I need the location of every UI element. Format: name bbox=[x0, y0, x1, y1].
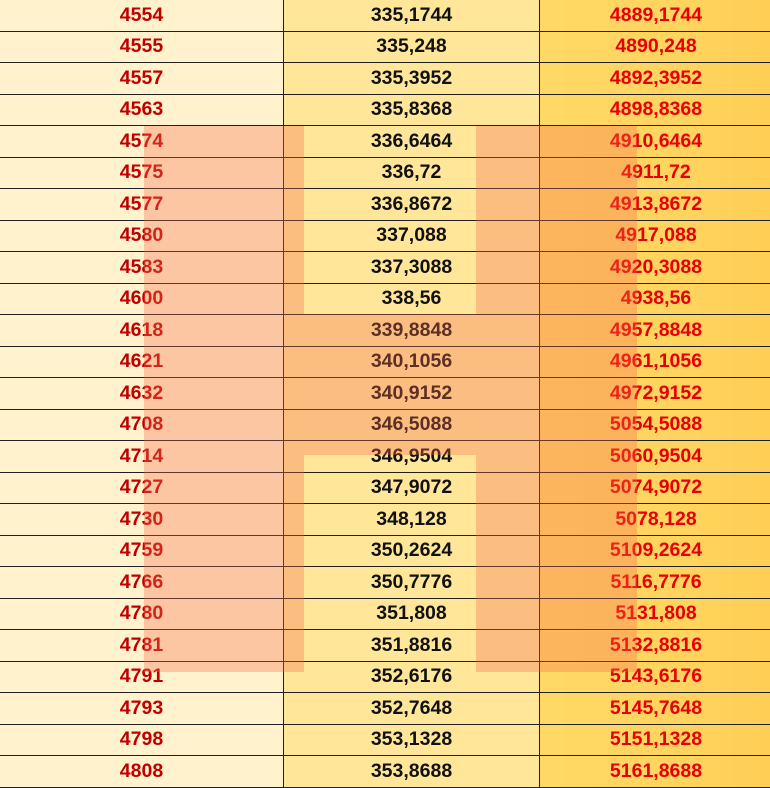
cell-number[interactable]: 4730 bbox=[0, 504, 284, 536]
cell-number[interactable]: 4798 bbox=[0, 724, 284, 756]
cell-number[interactable]: 4759 bbox=[0, 535, 284, 567]
cell-value[interactable]: 351,8816 bbox=[284, 630, 540, 662]
cell-total[interactable]: 5078,128 bbox=[540, 504, 770, 536]
cell-total[interactable]: 5060,9504 bbox=[540, 441, 770, 473]
cell-value[interactable]: 353,1328 bbox=[284, 724, 540, 756]
table-row bbox=[0, 63, 770, 95]
cell-total[interactable]: 4961,1056 bbox=[540, 346, 770, 378]
table-row bbox=[0, 598, 770, 630]
cell-total[interactable]: 5151,1328 bbox=[540, 724, 770, 756]
cell-value[interactable]: 352,7648 bbox=[284, 693, 540, 725]
cell-number[interactable]: 4781 bbox=[0, 630, 284, 662]
table-row bbox=[0, 126, 770, 158]
cell-value[interactable]: 336,8672 bbox=[284, 189, 540, 221]
table-row bbox=[0, 315, 770, 347]
cell-value[interactable]: 347,9072 bbox=[284, 472, 540, 504]
cell-total[interactable]: 4972,9152 bbox=[540, 378, 770, 410]
table-row bbox=[0, 661, 770, 693]
cell-value[interactable]: 346,9504 bbox=[284, 441, 540, 473]
cell-value[interactable]: 337,088 bbox=[284, 220, 540, 252]
cell-total[interactable]: 5145,7648 bbox=[540, 693, 770, 725]
cell-number[interactable]: 4554 bbox=[0, 0, 284, 31]
table-row bbox=[0, 724, 770, 756]
cell-number[interactable]: 4714 bbox=[0, 441, 284, 473]
cell-total[interactable]: 5132,8816 bbox=[540, 630, 770, 662]
table-row bbox=[0, 693, 770, 725]
cell-value[interactable]: 335,3952 bbox=[284, 63, 540, 95]
table-row bbox=[0, 535, 770, 567]
cell-value[interactable]: 353,8688 bbox=[284, 756, 540, 788]
table-row bbox=[0, 409, 770, 441]
cell-total[interactable]: 4890,248 bbox=[540, 31, 770, 63]
table-row bbox=[0, 504, 770, 536]
cell-number[interactable]: 4557 bbox=[0, 63, 284, 95]
cell-value[interactable]: 348,128 bbox=[284, 504, 540, 536]
cell-number[interactable]: 4808 bbox=[0, 756, 284, 788]
table-row bbox=[0, 441, 770, 473]
cell-total[interactable]: 5054,5088 bbox=[540, 409, 770, 441]
cell-number[interactable]: 4791 bbox=[0, 661, 284, 693]
cell-total[interactable]: 5161,8688 bbox=[540, 756, 770, 788]
table-row bbox=[0, 756, 770, 788]
table-row bbox=[0, 157, 770, 189]
table-row bbox=[0, 31, 770, 63]
cell-number[interactable]: 4727 bbox=[0, 472, 284, 504]
cell-number[interactable]: 4780 bbox=[0, 598, 284, 630]
cell-number[interactable]: 4555 bbox=[0, 31, 284, 63]
table-row bbox=[0, 472, 770, 504]
cell-value[interactable]: 346,5088 bbox=[284, 409, 540, 441]
cell-number[interactable]: 4632 bbox=[0, 378, 284, 410]
cell-value[interactable]: 337,3088 bbox=[284, 252, 540, 284]
cell-number[interactable]: 4621 bbox=[0, 346, 284, 378]
table-row bbox=[0, 567, 770, 599]
cell-total[interactable]: 5143,6176 bbox=[540, 661, 770, 693]
cell-total[interactable]: 5109,2624 bbox=[540, 535, 770, 567]
cell-number[interactable]: 4574 bbox=[0, 126, 284, 158]
cell-value[interactable]: 340,9152 bbox=[284, 378, 540, 410]
table-row bbox=[0, 189, 770, 221]
cell-total[interactable]: 4938,56 bbox=[540, 283, 770, 315]
table-row bbox=[0, 283, 770, 315]
cell-total[interactable]: 4917,088 bbox=[540, 220, 770, 252]
table-row bbox=[0, 220, 770, 252]
cell-number[interactable]: 4708 bbox=[0, 409, 284, 441]
cell-total[interactable]: 4957,8848 bbox=[540, 315, 770, 347]
table-row bbox=[0, 346, 770, 378]
cell-total[interactable]: 4911,72 bbox=[540, 157, 770, 189]
cell-value[interactable]: 351,808 bbox=[284, 598, 540, 630]
cell-value[interactable]: 350,7776 bbox=[284, 567, 540, 599]
table-row bbox=[0, 378, 770, 410]
cell-value[interactable]: 339,8848 bbox=[284, 315, 540, 347]
table-row bbox=[0, 252, 770, 284]
cell-total[interactable]: 4913,8672 bbox=[540, 189, 770, 221]
cell-total[interactable]: 4910,6464 bbox=[540, 126, 770, 158]
cell-number[interactable]: 4563 bbox=[0, 94, 284, 126]
cell-total[interactable]: 5116,7776 bbox=[540, 567, 770, 599]
cell-value[interactable]: 352,6176 bbox=[284, 661, 540, 693]
table-row bbox=[0, 630, 770, 662]
table-row bbox=[0, 94, 770, 126]
cell-total[interactable]: 4892,3952 bbox=[540, 63, 770, 95]
cell-value[interactable]: 335,8368 bbox=[284, 94, 540, 126]
cell-total[interactable]: 5131,808 bbox=[540, 598, 770, 630]
cell-total[interactable]: 4898,8368 bbox=[540, 94, 770, 126]
cell-value[interactable]: 338,56 bbox=[284, 283, 540, 315]
cell-value[interactable]: 335,1744 bbox=[284, 0, 540, 31]
cell-value[interactable]: 336,6464 bbox=[284, 126, 540, 158]
cell-number[interactable]: 4600 bbox=[0, 283, 284, 315]
cell-number[interactable]: 4766 bbox=[0, 567, 284, 599]
table-row bbox=[0, 0, 770, 31]
cell-total[interactable]: 4920,3088 bbox=[540, 252, 770, 284]
cell-value[interactable]: 335,248 bbox=[284, 31, 540, 63]
cell-value[interactable]: 336,72 bbox=[284, 157, 540, 189]
cell-number[interactable]: 4577 bbox=[0, 189, 284, 221]
cell-value[interactable]: 350,2624 bbox=[284, 535, 540, 567]
cell-number[interactable]: 4580 bbox=[0, 220, 284, 252]
cell-total[interactable]: 4889,1744 bbox=[540, 0, 770, 31]
cell-number[interactable]: 4618 bbox=[0, 315, 284, 347]
cell-value[interactable]: 340,1056 bbox=[284, 346, 540, 378]
cell-number[interactable]: 4793 bbox=[0, 693, 284, 725]
cell-number[interactable]: 4583 bbox=[0, 252, 284, 284]
cell-total[interactable]: 5074,9072 bbox=[540, 472, 770, 504]
cell-number[interactable]: 4575 bbox=[0, 157, 284, 189]
